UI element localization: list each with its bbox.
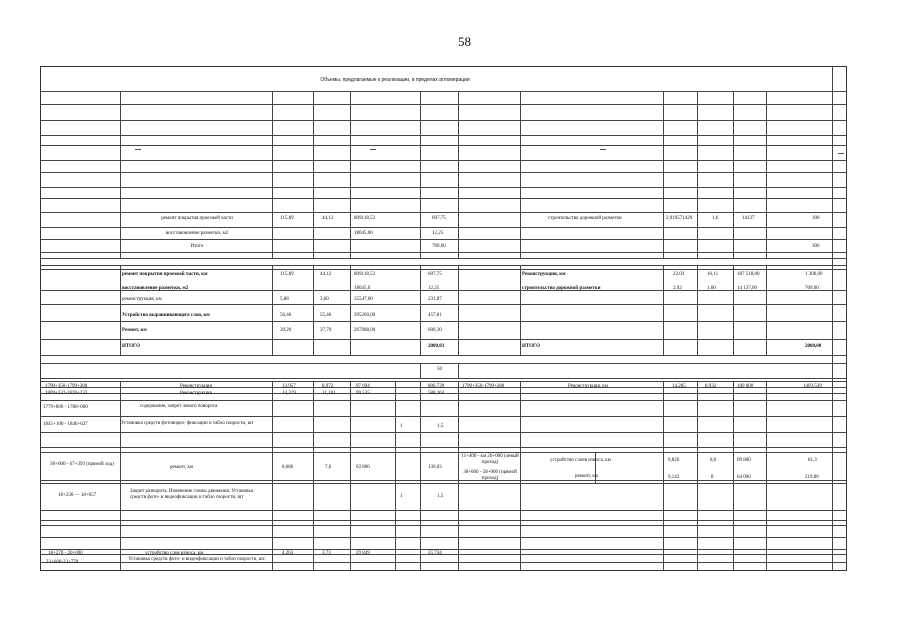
table-cell: 14137 — [742, 216, 755, 221]
table-cell: 4,263 — [282, 551, 294, 556]
grid-line — [832, 66, 833, 571]
row-label: восстановление разметки, м2 — [165, 231, 229, 236]
table-cell: 14 137,00 — [737, 286, 757, 291]
grid-line — [40, 212, 847, 213]
grid-line — [272, 381, 273, 571]
grid-line — [120, 91, 121, 258]
table-cell: содержание, запрет левого поворота — [140, 404, 218, 409]
grid-line — [40, 265, 847, 266]
grid-line — [420, 91, 421, 258]
table-title: Объемы, предлагаемые к реализации, в пределах агломерации — [320, 77, 470, 83]
grid-line — [766, 381, 767, 571]
table-cell: 600,30 — [428, 328, 442, 333]
grid-line — [350, 381, 351, 571]
table-cell: 37,79 — [320, 328, 332, 333]
table-cell: 1 — [400, 494, 403, 499]
grid-line — [40, 520, 847, 521]
grid-line — [40, 432, 847, 433]
grid-line — [40, 304, 847, 305]
table-cell: 13,957 — [282, 384, 296, 389]
grid-line — [350, 91, 351, 258]
grid-line — [40, 239, 847, 240]
table-cell: 8,686 — [282, 465, 294, 470]
table-cell: 56,46 — [280, 313, 292, 318]
grid-line — [40, 120, 847, 121]
grid-line — [420, 381, 421, 571]
grid-line — [697, 265, 698, 355]
table-cell: Реконструкция — [180, 391, 212, 396]
grid-line — [40, 510, 847, 511]
row-label: Устройство выравнивающего слоя, км — [122, 313, 210, 318]
table-cell: 99 535 — [356, 391, 370, 396]
table-cell: 115,89 — [280, 272, 294, 277]
table-cell: 700,00 — [805, 286, 819, 291]
dash-mark — [135, 149, 141, 150]
table-cell: 588,364 — [428, 391, 445, 396]
row-label: ремонт покрытия проезжей части, км — [122, 272, 208, 277]
grid-line — [40, 378, 847, 379]
grid-line — [40, 160, 847, 161]
table-cell: 11+400 - км 20+000 (левый проход) — [461, 454, 519, 465]
dash-mark — [600, 149, 606, 150]
table-cell: 9,142 — [668, 475, 680, 480]
table-cell: 18+270 - 20+000 — [48, 551, 83, 556]
table-cell: Реконструкция — [180, 384, 212, 389]
table-cell: 55,46 — [320, 313, 332, 318]
grid-line — [313, 265, 314, 355]
table-cell: 806,739 — [428, 384, 445, 389]
grid-line — [663, 91, 664, 258]
row-label: ИТОГО — [522, 344, 540, 349]
table-cell: 81,3 — [808, 458, 817, 463]
grid-line — [40, 447, 847, 448]
table-cell: 1790+350-1799+300 — [45, 384, 88, 389]
row-label: строительство дорожной разметки — [548, 216, 622, 221]
table-cell: 300 — [812, 216, 820, 221]
table-cell: 1493,539 — [803, 384, 822, 389]
table-cell: 8 — [711, 475, 714, 480]
table-cell: 44,12 — [322, 216, 334, 221]
grid-line — [458, 381, 459, 571]
grid-line — [733, 91, 734, 258]
row-label: реконструкция, км — [122, 297, 162, 302]
table-cell: Реконструкция, км — [568, 384, 608, 389]
grid-line — [40, 381, 847, 382]
table-cell: 700,00 — [432, 244, 446, 249]
table-cell: 1809+332-1820+233 — [45, 391, 88, 396]
grid-line — [40, 416, 847, 417]
table-cell: 607,75 — [432, 216, 446, 221]
grid-line — [520, 265, 521, 355]
table-cell: 2,019571429 — [666, 216, 693, 221]
row-label: строительство дорожной разметки — [522, 286, 601, 291]
table-cell: 809118,53 — [354, 216, 376, 221]
grid-line — [40, 525, 847, 526]
grid-line — [40, 480, 847, 481]
grid-line — [40, 363, 847, 364]
grid-line — [520, 91, 521, 258]
grid-line — [40, 187, 847, 188]
table-cell: 267988,00 — [354, 328, 376, 333]
table-cell: 8,6 — [710, 458, 717, 463]
table-cell: 1790+350-1799+280 — [462, 384, 505, 389]
grid-line — [697, 381, 698, 571]
table-cell: 35547,00 — [354, 297, 373, 302]
table-cell: устройство слоев износа, км — [550, 458, 611, 463]
table-cell: 219,86 — [805, 475, 819, 480]
table-cell: 23+600-23+778 — [46, 560, 79, 565]
table-cell: 63 800 — [356, 465, 370, 470]
table-cell: 607,75 — [428, 272, 442, 277]
table-cell: 136,03 — [428, 465, 442, 470]
table-cell: 5,88 — [280, 297, 289, 302]
table-cell: 231,87 — [428, 297, 442, 302]
table-cell: 8,932 — [705, 384, 717, 389]
table-cell: 187 518,00 — [737, 272, 760, 277]
grid-line — [458, 265, 459, 355]
row-label: восстановление разметки, м2 — [122, 286, 189, 291]
grid-line — [40, 400, 847, 401]
table-cell: устройство слоя износа, км — [145, 551, 204, 556]
table-cell: 2000,03 — [428, 344, 445, 349]
grid-line — [40, 227, 847, 228]
grid-line — [40, 452, 847, 453]
table-cell: 18045,00 — [354, 231, 373, 236]
grid-line — [40, 483, 847, 484]
row-label: Реконструкция, км — [522, 272, 566, 277]
table-cell: 69 800 — [737, 458, 751, 463]
table-cell: 12,25 — [432, 231, 444, 236]
row-label: ИТОГО — [122, 344, 140, 349]
table-cell: 30+000 - 58+000 (прямой проход) — [463, 470, 517, 481]
grid-line — [420, 265, 421, 355]
grid-line — [272, 91, 273, 258]
table-cell: 2,92 — [673, 286, 682, 291]
table-cell: 9,826 — [668, 458, 680, 463]
table-cell: 50 — [437, 367, 442, 372]
table-cell: 1,60 — [707, 286, 716, 291]
table-cell: 809118,53 — [354, 272, 376, 277]
table-cell: 64 000 — [737, 475, 751, 480]
row-label: Итого — [190, 244, 204, 249]
grid-line — [350, 265, 351, 355]
page-number: 58 — [458, 34, 471, 49]
grid-line — [733, 381, 734, 571]
table-cell: ремонт, км — [170, 465, 193, 470]
table-cell: 395260,00 — [354, 313, 376, 318]
table-cell: 18+230 — 18+657 — [58, 493, 97, 498]
grid-line — [313, 91, 314, 258]
table-cell: 14,219 — [282, 391, 296, 396]
table-cell: 97 694 — [356, 384, 370, 389]
table-cell: 44,12 — [320, 272, 332, 277]
grid-line — [40, 172, 847, 173]
grid-line — [40, 135, 847, 136]
table-cell: 3,60 — [320, 297, 329, 302]
grid-line — [40, 104, 847, 105]
dash-mark — [838, 153, 844, 154]
table-cell: Установка средств фото- и видеофиксации и табло скорости, шт. — [128, 557, 266, 562]
grid-line — [40, 321, 847, 322]
grid-line — [120, 381, 121, 571]
grid-line — [458, 363, 459, 378]
grid-line — [40, 537, 847, 538]
dash-mark — [370, 149, 376, 150]
table-cell: 115,89 — [280, 216, 294, 221]
table-cell: 18045,0 — [354, 286, 371, 291]
grid-line — [395, 381, 396, 571]
table-cell: ремонт, км — [575, 474, 598, 479]
grid-line — [663, 265, 664, 355]
grid-line — [663, 381, 664, 571]
table-cell: 29 849 — [356, 551, 370, 556]
table-cell: 2000,00 — [805, 344, 822, 349]
grid-line — [733, 265, 734, 355]
table-cell: 7,6 — [325, 465, 332, 470]
table-cell: 3,73 — [322, 551, 331, 556]
grid-line — [40, 258, 847, 259]
grid-line — [766, 91, 767, 258]
grid-line — [272, 265, 273, 355]
table-cell: 1,5 — [437, 424, 444, 429]
table-cell: 11,101 — [322, 391, 336, 396]
table-cell: 30+000 - 67+393 (прямой ход) — [50, 462, 114, 467]
table-cell: 25,744 — [428, 551, 442, 556]
table-cell: 300 — [812, 244, 820, 249]
table-cell: 1 — [400, 424, 403, 429]
table-cell: 14,285 — [672, 384, 686, 389]
table-cell: 8,972 — [322, 384, 334, 389]
grid-line — [40, 549, 847, 550]
grid-line — [420, 363, 421, 378]
grid-line — [40, 355, 847, 356]
grid-line — [458, 91, 459, 258]
table-cell: 100 000 — [737, 384, 754, 389]
table-cell: Установка средств фотовидео- фиксации и табло скорости, шт — [121, 421, 254, 426]
table-cell: 22,03 — [673, 272, 685, 277]
grid-line — [40, 252, 847, 253]
grid-line — [120, 265, 121, 355]
grid-line — [40, 339, 847, 340]
grid-line — [40, 145, 847, 146]
table-cell: 457,81 — [428, 313, 442, 318]
row-label: ремонт покрытия проезжей части — [161, 216, 233, 221]
table-cell: 1,5 — [437, 494, 444, 499]
table-cell: 1845+100 - 1846+627 — [43, 422, 88, 427]
table-cell: 39,20 — [280, 328, 292, 333]
table-cell: 12,25 — [428, 286, 440, 291]
grid-line — [40, 269, 847, 270]
grid-line — [313, 381, 314, 571]
grid-line — [520, 381, 521, 571]
table-cell: 1779+800 - 1780+000 — [43, 405, 88, 410]
grid-line — [766, 265, 767, 355]
grid-line — [40, 198, 847, 199]
row-label: Ремонт, км — [122, 328, 147, 333]
grid-line — [40, 91, 847, 92]
table-cell: 1 300,00 — [805, 272, 823, 277]
table-cell: 1,6 — [712, 216, 719, 221]
table-cell: Запрет разворота. Изменение схемы движения. Установка средств фото- и видеофиксации и табло скорости, шт — [130, 489, 254, 500]
grid-line — [697, 91, 698, 258]
table-cell: 16,11 — [707, 272, 719, 277]
